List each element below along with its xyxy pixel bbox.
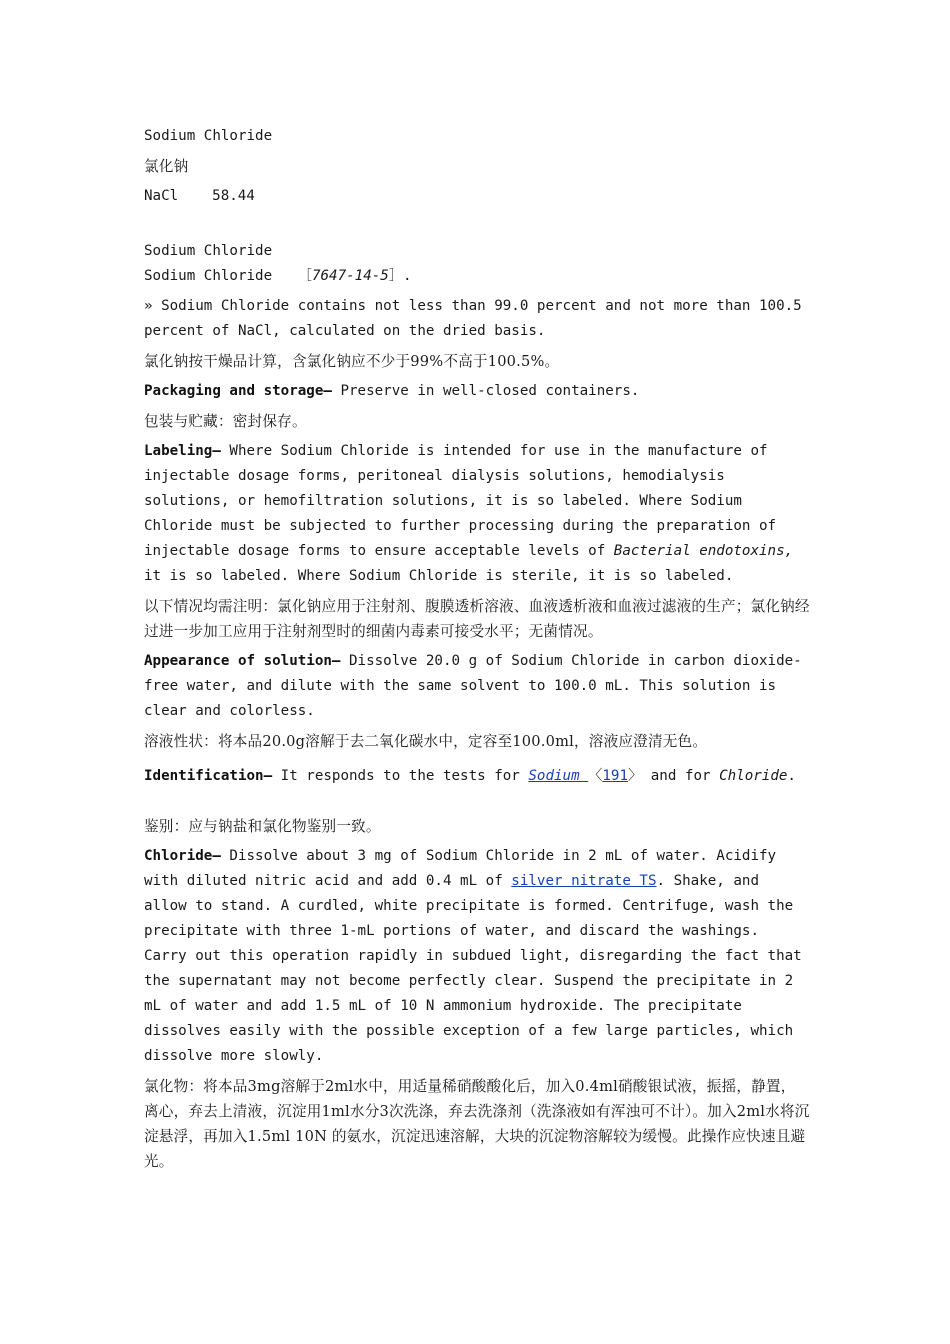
chloride-label: Chloride— xyxy=(144,848,221,864)
labeling-text-en-1: Where Sodium Chloride is intended for use in the manufacture of injectable dosage forms, peritoneal dialysis solutions, hemodialysis solutions, or hemofiltration solutions, it is so labeled. Where Sodium Chloride must be subjected to further processing during the preparation of injectable dosage forms to ensure acceptable levels of xyxy=(144,443,777,559)
sodium-link[interactable]: Sodium xyxy=(528,768,589,784)
chloride-text-en-2: . Shake, and allow to stand. A curdled, white precipitate is formed. Centrifuge, wash the precipitate with three 1-mL portions of water, and discard the washings. Carry out this operation rapidly in subdued light, disregarding the fact that the supernatant may not become perfectly clear. Suspend the precipitate in 2 mL of water and add 1.5 mL of 10 N ammonium hydroxide. The precipitate dissolves easily with the possible exception of a few large particles, which dissolve more slowly. xyxy=(144,873,802,1064)
packaging-section-en xyxy=(144,379,810,404)
identification-text-2: and for xyxy=(642,768,720,784)
appearance-text-en: Dissolve 20.0 g of Sodium Chloride in carbon dioxide-free water, and dilute with the same solvent to 100.0 mL. This solution is clear and colorless. xyxy=(144,653,802,719)
labeling-text-zh: 以下情况均需注明：氯化钠应用于注射剂、腹膜透析溶液、血液透析液和血液过滤液的生产；氯化钠经过进一步加工应用于注射剂型时的细菌内毒素可接受水平；无菌情况。 xyxy=(144,598,810,640)
packaging-text-zh: 包装与贮藏：密封保存。 xyxy=(144,413,307,430)
header-name-zh: 氯化钠 xyxy=(144,158,189,175)
bracket-open: 〈 xyxy=(588,768,603,784)
formula: NaCl xyxy=(144,188,179,204)
cas-close-bracket: ］. xyxy=(388,268,412,284)
chloride-italic: Chloride xyxy=(719,768,788,784)
appearance-section-en xyxy=(144,649,810,724)
chapter-191-link[interactable]: 191 xyxy=(602,768,628,784)
appearance-label: Appearance of solution— xyxy=(144,653,341,669)
document-page xyxy=(144,124,810,1174)
identification-text-1: It responds to the tests for xyxy=(272,768,529,784)
definition-zh: 氯化钠按干燥品计算，含氯化钠应不少于99%不高于100.5%。 xyxy=(144,353,560,370)
header-name-en: Sodium Chloride xyxy=(144,128,273,144)
chloride-text-en-1: Dissolve about 3 mg of Sodium Chloride in 2 mL of water. Acidify with diluted nitric acid and add 0.4 mL of xyxy=(144,848,777,889)
chloride-text-zh: 氯化物：将本品3mg溶解于2ml水中，用适量稀硝酸酸化后，加入0.4ml硝酸银试液，振摇，静置，离心，弃去上清液，沉淀用1ml水分3次洗涤，弃去洗涤剂（洗涤液如有浑浊可不计）。加入2ml水将沉淀悬浮，再加入1.5ml 10N 的氨水，沉淀迅速溶解，大块的沉淀物溶解较为缓慢。此操作应快速且避光。 xyxy=(144,1078,810,1170)
monograph-title-2: Sodium Chloride xyxy=(144,268,273,284)
silver-nitrate-ts-link[interactable]: silver nitrate TS xyxy=(511,873,657,889)
labeling-label: Labeling— xyxy=(144,443,221,459)
identification-text-zh: 鉴别：应与钠盐和氯化物鉴别一致。 xyxy=(144,818,381,835)
labeling-text-en-2: it is so labeled. Where Sodium Chloride is sterile, it is so labeled. xyxy=(144,568,734,584)
cas-open-bracket: ［ xyxy=(297,268,312,284)
cas-number: 7647-14-5 xyxy=(311,268,389,284)
molecular-weight: 58.44 xyxy=(212,188,255,204)
definition-en: » Sodium Chloride contains not less than 99.0 percent and not more than 100.5 percent of NaCl, calculated on the dried basis. xyxy=(144,298,802,339)
identification-label: Identification— xyxy=(144,768,273,784)
packaging-label: Packaging and storage— xyxy=(144,383,332,399)
header-formula-line xyxy=(144,184,810,209)
monograph-title: Sodium Chloride xyxy=(144,243,273,259)
labeling-section-en xyxy=(144,439,810,589)
identification-period: . xyxy=(787,768,796,784)
bracket-close: 〉 xyxy=(628,768,643,784)
bacterial-endotoxins-italic: Bacterial endotoxins, xyxy=(613,543,794,559)
identification-section-en xyxy=(144,764,810,789)
chloride-section-en xyxy=(144,844,810,1069)
monograph-title-cas-line xyxy=(144,264,810,289)
appearance-text-zh: 溶液性状：将本品20.0g溶解于去二氧化碳水中，定容至100.0ml，溶液应澄清无色。 xyxy=(144,733,708,750)
packaging-text-en: Preserve in well-closed containers. xyxy=(331,383,640,399)
